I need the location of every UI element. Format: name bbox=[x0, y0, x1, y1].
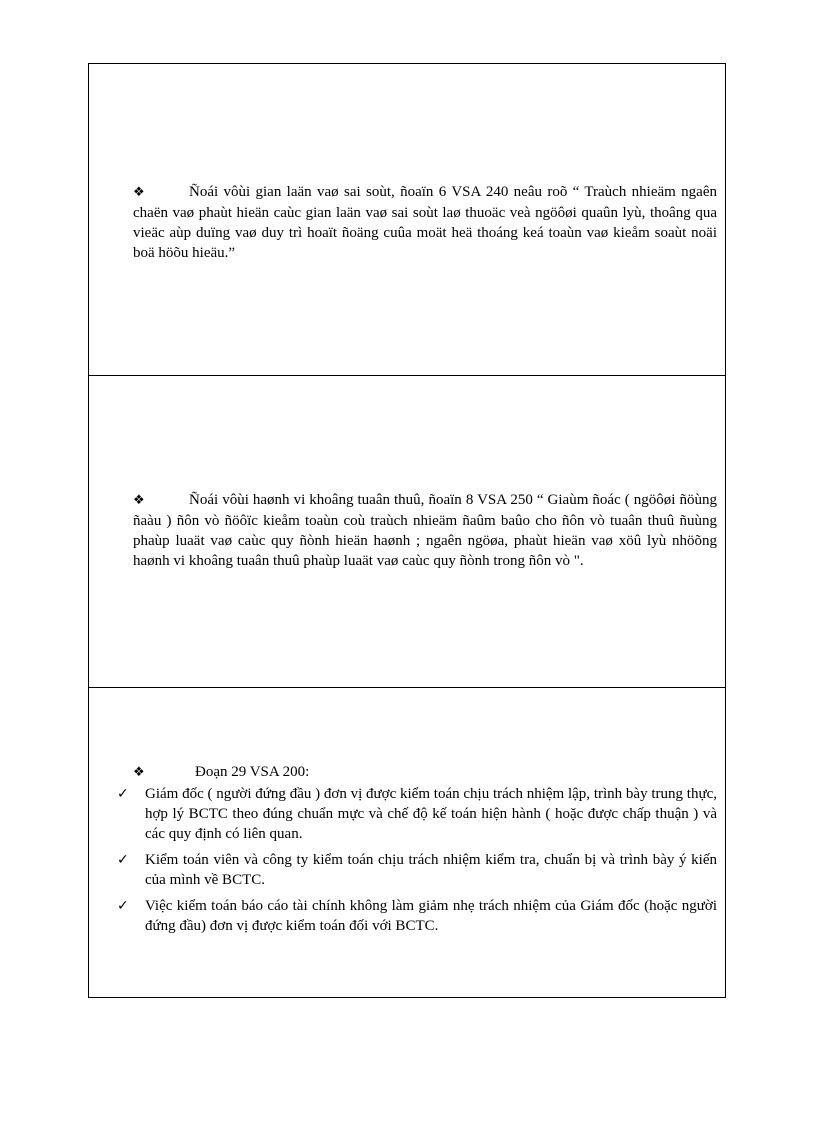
list-item bbox=[117, 896, 717, 936]
paragraph-vsa-240 bbox=[133, 182, 717, 263]
section-heading bbox=[133, 762, 309, 783]
table-cell-1 bbox=[89, 64, 725, 376]
checkmark-icon: ✓ bbox=[117, 852, 129, 868]
checkmark-icon: ✓ bbox=[117, 898, 129, 914]
content-table bbox=[88, 63, 726, 998]
checkmark-icon: ✓ bbox=[117, 786, 129, 802]
table-cell-2 bbox=[89, 376, 725, 688]
diamond-bullet-icon: ❖ bbox=[133, 493, 145, 508]
list-item-text: Kiểm toán viên và công ty kiểm toán chịu trách nhiệm kiểm tra, chuẩn bị và trình bày ý kiến của mình về BCTC. bbox=[145, 852, 717, 888]
checklist bbox=[117, 784, 717, 942]
list-item-text: Giám đốc ( người đứng đầu ) đơn vị được kiểm toán chịu trách nhiệm lập, trình bày trung thực, hợp lý BCTC theo đúng chuẩn mực và chế độ kế toán hiện hành ( hoặc được chấp thuận ) và các quy định có liên quan. bbox=[145, 786, 717, 842]
list-item bbox=[117, 784, 717, 844]
diamond-bullet-icon: ❖ bbox=[133, 765, 145, 780]
list-item bbox=[117, 850, 717, 890]
paragraph-text: Ñoái vôùi haønh vi khoâng tuaân thuû, ñoaïn 8 VSA 250 “ Giaùm ñoác ( ngöôøi ñöùng ñaàu ) ñôn vò ñöôïc kieåm toaùn coù traùch nhieäm ñaûm baûo cho ñôn vò tuaân thuû ñuùng phaùp luaät vaø caùc quy ñònh hieän haønh ; ngaên ngöøa, phaùt hieän vaø xöû lyù nhöõng haønh vi khoâng tuaân thuû phaùp luaät vaø caùc quy ñònh trong ñôn vò ". bbox=[133, 492, 717, 569]
table-cell-3 bbox=[89, 688, 725, 997]
paragraph-text: Ñoái vôùi gian laän vaø sai soùt, ñoaïn 6 VSA 240 neâu roõ “ Traùch nhieäm ngaên chaën vaø phaùt hieän caùc gian laän vaø sai soùt laø thuoäc veà ngöôøi quaûn lyù, thoâng qua vieäc aùp duïng vaø duy trì hoaït ñoäng cuûa moät heä thoáng keá toaùn vaø kieåm soaùt noäi boä höõu hieäu.” bbox=[133, 184, 717, 261]
paragraph-vsa-250 bbox=[133, 490, 717, 571]
heading-text: Đoạn 29 VSA 200: bbox=[195, 764, 310, 780]
list-item-text: Việc kiểm toán báo cáo tài chính không làm giảm nhẹ trách nhiệm của Giám đốc (hoặc người đứng đầu) đơn vị được kiểm toán đối với BCTC. bbox=[145, 898, 717, 934]
diamond-bullet-icon: ❖ bbox=[133, 185, 145, 200]
